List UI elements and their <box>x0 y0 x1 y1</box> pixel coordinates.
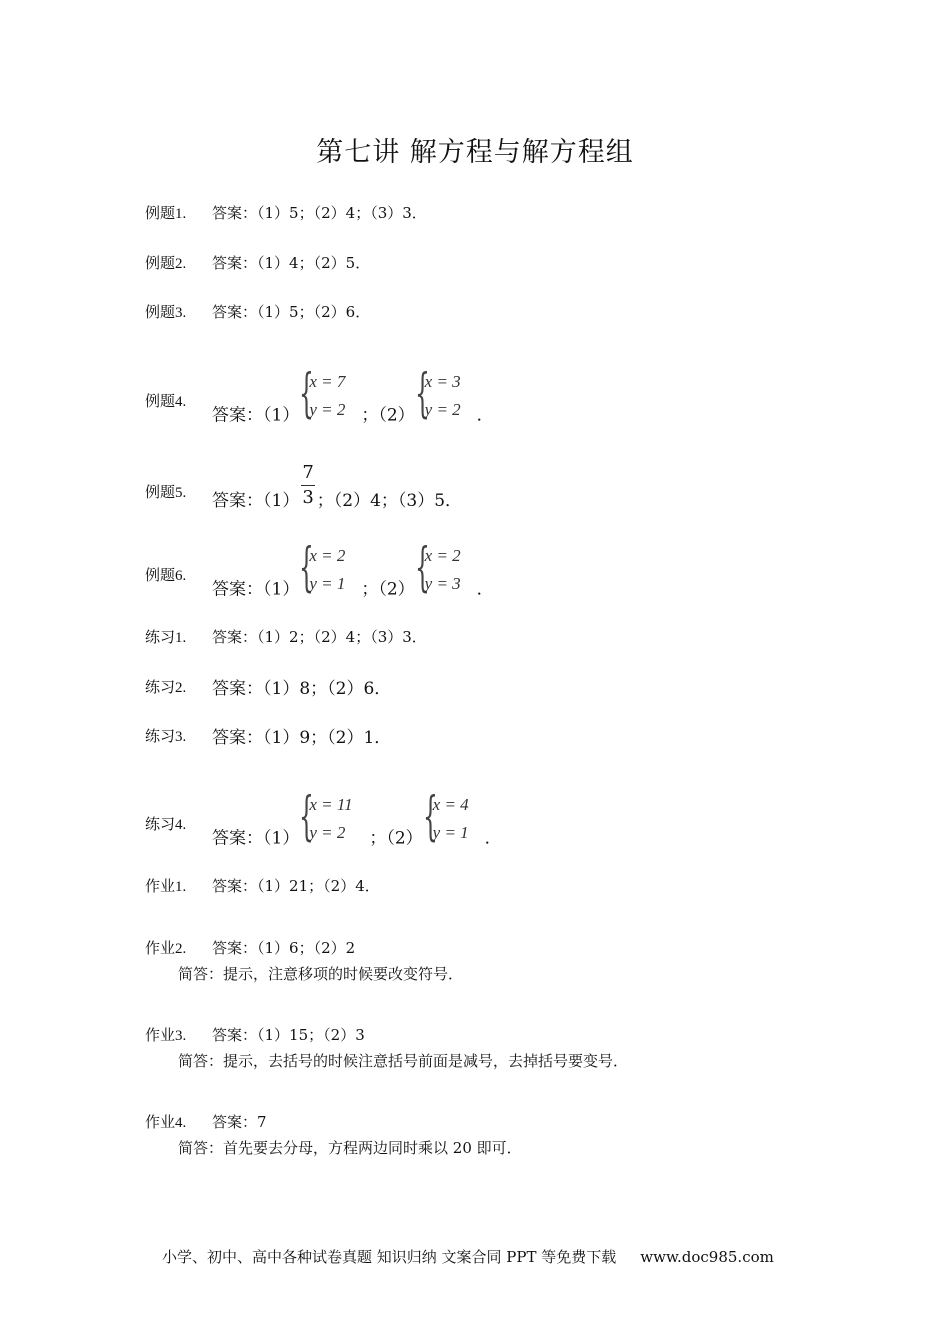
label-num: 5. <box>175 485 187 501</box>
note-text: 首先要去分母，方程两边同时乘以 20 即可． <box>223 1139 522 1157</box>
label-num: 2. <box>175 680 187 696</box>
system-y: y = 1 <box>309 574 346 593</box>
footer <box>162 1246 774 1267</box>
separator: ；（2） <box>369 828 423 849</box>
answer-text: （1）4；（2）5． <box>257 254 371 272</box>
label-text: 练习 <box>145 815 176 833</box>
label-num: 2. <box>175 256 187 272</box>
answer-text: （1）5；（2）4；（3）3． <box>257 204 427 222</box>
label-text: 例题 <box>145 566 176 584</box>
label-text: 作业 <box>145 1026 176 1044</box>
answer-text: （1）9；（2）1． <box>263 728 392 748</box>
answer-prefix: 答案： <box>212 939 258 957</box>
answer-prefix: 答案： <box>212 628 258 646</box>
fraction-denominator: 3 <box>302 487 314 508</box>
fraction <box>301 463 314 508</box>
answer-text: （1）15；（2）3 <box>257 1026 365 1044</box>
system-y: y = 3 <box>424 574 461 593</box>
brace-icon: { <box>422 787 438 847</box>
label-num: 3. <box>175 305 187 321</box>
label-text: 练习 <box>145 678 176 696</box>
brace-icon: { <box>414 538 430 598</box>
homework-4-note <box>178 1137 522 1158</box>
brace-icon: { <box>299 364 315 424</box>
answer-prefix: 答案： <box>212 728 263 748</box>
system-x: x = 2 <box>424 546 461 565</box>
system-x: x = 7 <box>309 372 346 391</box>
note-text: 提示，注意移项的时候要改变符号． <box>223 965 464 983</box>
homework-2-note <box>178 963 463 984</box>
equation-system-1 <box>299 538 361 598</box>
equation-system-1 <box>299 787 369 847</box>
answer-prefix: 答案： <box>212 579 263 600</box>
system-x: x = 3 <box>424 372 461 391</box>
label-text: 例题 <box>145 204 176 222</box>
brace-icon: { <box>414 364 430 424</box>
separator: ；（2） <box>361 579 415 600</box>
label-num: 4. <box>175 394 187 410</box>
system-x: x = 2 <box>309 546 346 565</box>
label-text: 练习 <box>145 628 176 646</box>
system-y: y = 1 <box>432 823 469 842</box>
answer-text: （1）6；（2）2 <box>257 939 356 957</box>
end-mark: ． <box>476 579 494 600</box>
label-text: 作业 <box>145 1113 176 1131</box>
answer-text: 7 <box>257 1113 267 1131</box>
label-num: 2. <box>175 941 187 957</box>
answer-prefix: 答案： <box>212 828 263 849</box>
brace-icon: { <box>299 787 315 847</box>
label-text: 练习 <box>145 727 176 745</box>
label-num: 4. <box>175 1115 187 1131</box>
separator: ；（2） <box>361 405 415 426</box>
system-y: y = 2 <box>309 400 346 419</box>
system-y: y = 2 <box>309 823 346 842</box>
system-x: x = 11 <box>309 795 353 814</box>
label-text: 作业 <box>145 877 176 895</box>
answer-text: （1）21；（2）4． <box>257 877 380 895</box>
answer-prefix: 答案： <box>212 303 258 321</box>
note-prefix: 简答： <box>178 1139 224 1157</box>
answer-prefix: 答案： <box>212 877 258 895</box>
label-num: 1. <box>175 879 187 895</box>
answer-prefix: 答案： <box>212 1026 258 1044</box>
label-text: 例题 <box>145 483 176 501</box>
equation-system-2 <box>414 364 477 424</box>
part-1-label: （1） <box>263 491 300 511</box>
brace-icon: { <box>299 538 315 598</box>
answer-prefix: 答案： <box>212 254 258 272</box>
answer-prefix: 答案： <box>212 491 263 511</box>
answer-text: （1）2；（2）4；（3）3． <box>257 628 427 646</box>
fraction-numerator: 7 <box>301 463 314 486</box>
answer-prefix: 答案： <box>212 679 263 699</box>
answer-prefix: 答案： <box>212 1113 258 1131</box>
page-title: 第七讲 解方程与解方程组 <box>316 137 634 168</box>
label-text: 例题 <box>145 392 176 410</box>
label-text: 例题 <box>145 303 176 321</box>
answer-prefix: 答案： <box>212 405 263 426</box>
note-prefix: 简答： <box>178 1052 224 1070</box>
part-1-label: （1） <box>263 405 300 426</box>
part-1-label: （1） <box>263 828 300 849</box>
end-mark: ． <box>484 828 502 849</box>
note-prefix: 简答： <box>178 965 224 983</box>
note-text: 提示，去括号的时候注意括号前面是减号，去掉括号要变号． <box>223 1052 629 1070</box>
equation-system-1 <box>299 364 361 424</box>
answer-rest: ；（2）4；（3）5． <box>316 491 463 511</box>
part-1-label: （1） <box>263 579 300 600</box>
label-text: 例题 <box>145 254 176 272</box>
system-x: x = 4 <box>432 795 469 814</box>
end-mark: ． <box>476 405 494 426</box>
label-num: 1. <box>175 630 187 646</box>
label-num: 3. <box>175 729 187 745</box>
footer-link[interactable]: www.doc985.com <box>640 1248 774 1266</box>
label-text: 作业 <box>145 939 176 957</box>
label-num: 6. <box>175 568 187 584</box>
footer-text: 小学、初中、高中各种试卷真题 知识归纳 文案合同 PPT 等免费下载 <box>162 1248 617 1266</box>
label-num: 3. <box>175 1028 187 1044</box>
homework-3-note <box>178 1050 628 1071</box>
equation-system-2 <box>414 538 477 598</box>
label-num: 1. <box>175 206 187 222</box>
label-num: 4. <box>175 817 187 833</box>
equation-system-2 <box>422 787 485 847</box>
answer-text: （1）5；（2）6． <box>257 303 371 321</box>
answer-prefix: 答案： <box>212 204 258 222</box>
answer-text: （1）8；（2）6． <box>263 679 392 699</box>
system-y: y = 2 <box>424 400 461 419</box>
